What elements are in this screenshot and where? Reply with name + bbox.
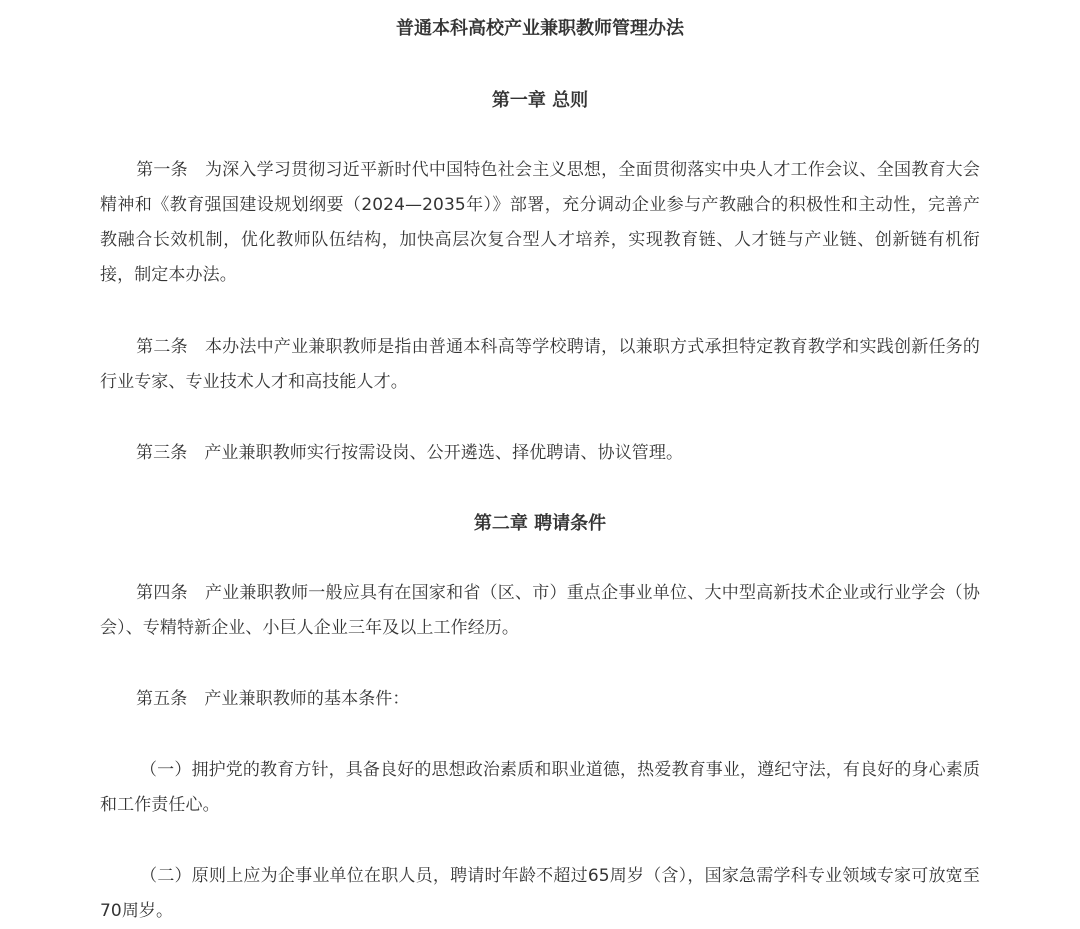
- article-3-text: 产业兼职教师实行按需设岗、公开遴选、择优聘请、协议管理。: [204, 443, 684, 463]
- item-1-text: （一）拥护党的教育方针，具备良好的思想政治素质和职业道德，热爱教育事业，遵纪守法，有良好的身心素质和工作责任心。: [100, 760, 980, 815]
- article-4: [100, 576, 980, 646]
- document-title: 普通本科高校产业兼职教师管理办法: [396, 18, 684, 39]
- article-5: [100, 682, 980, 717]
- chapter-2-heading: 第二章 聘请条件: [473, 513, 607, 534]
- article-2-text: 本办法中产业兼职教师是指由普通本科高等学校聘请，以兼职方式承担特定教育教学和实践创新任务的行业专家、专业技术人才和高技能人才。: [100, 337, 980, 392]
- article-5-text: 产业兼职教师的基本条件：: [204, 689, 410, 709]
- article-1-text: 为深入学习贯彻习近平新时代中国特色社会主义思想，全面贯彻落实中央人才工作会议、全国教育大会精神和《教育强国建设规划纲要（2024—2035年）》部署，充分调动企业参与产教融合的积极性和主动性，完善产教融合长效机制，优化教师队伍结构，加快高层次复合型人才培养，实现教育链、人才链与产业链、创新链有机衔接，制定本办法。: [100, 160, 980, 285]
- item-2-text: （二）原则上应为企事业单位在职人员，聘请时年龄不超过65周岁（含），国家急需学科专业领域专家可放宽至70周岁。: [100, 866, 980, 921]
- article-1-label: 第一条: [136, 160, 188, 180]
- article-1: [100, 153, 980, 293]
- article-2: [100, 330, 980, 400]
- article-3-label: 第三条: [136, 443, 188, 463]
- article-5-label: 第五条: [136, 689, 188, 709]
- article-5-item-1: [100, 753, 980, 823]
- article-2-label: 第二条: [136, 337, 188, 357]
- article-4-text: 产业兼职教师一般应具有在国家和省（区、市）重点企事业单位、大中型高新技术企业或行业学会（协会）、专精特新企业、小巨人企业三年及以上工作经历。: [100, 583, 980, 638]
- article-3: [100, 436, 980, 471]
- chapter-1-heading: 第一章 总则: [491, 90, 589, 111]
- article-4-label: 第四条: [136, 583, 188, 603]
